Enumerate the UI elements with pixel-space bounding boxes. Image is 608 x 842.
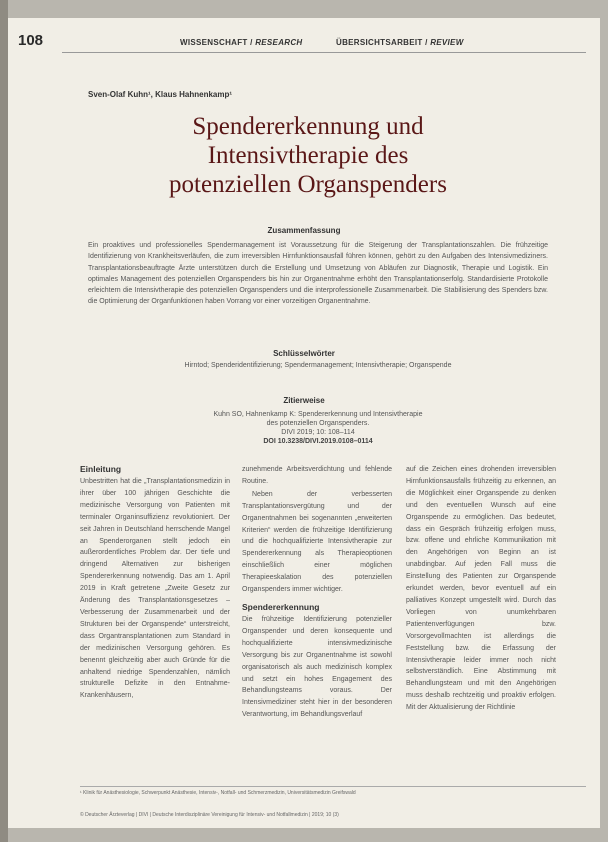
page-spine-shadow (0, 0, 8, 842)
footer-rule (80, 786, 586, 787)
col1-paragraph: Unbestritten hat die „Transplantationsmedizin in ihrer über 100 jährigen Geschichte die medizinische Versorgung von Patienten mit terminaler Organinsuffizienz revolutioniert. Der seit Jahren in Deutschland herrschende Mangel an Spenderorganen stellt jedoch ein außerordentliches Problem dar. Der tiefe und dringend Alternativen zur bisherigen Spendererkennung notwendig. Das am 1. April 2019 in Kraft getretene „Zweite Gesetz zur Änderung des Transplantationsgesetzes – Verbesserung der Zusammenarbeit und der Strukturen bei der Organspende“ unterstreicht, dass Organtransplantationen zum Standard in der medizinischen Versorgung gehören. Es benennt gleichzeitig aber auch Gründe für die anhaltend niedrige Spendenzahlen, nämlich strukturelle Defizite in den Entnahme-Krankenhäusern, (80, 478, 230, 700)
title-line-3: potenziellen Organspenders (169, 171, 447, 198)
citation-line-1: Kuhn SO, Hahnenkamp K: Spendererkennung und Intensivtherapie (213, 411, 423, 418)
keywords-text: Hirntod; Spenderidentifizierung; Spendermanagement; Intensivtherapie; Organspende (184, 362, 452, 369)
section-left-sub: RESEARCH (255, 38, 303, 47)
citation-line-3: DIVI 2019; 10: 108–114 (281, 429, 355, 436)
keywords-heading: Schlüsselwörter (273, 349, 335, 358)
article-title (88, 112, 528, 199)
col2-paragraph-a: zunehmende Arbeitsverdichtung und fehlende Routine. (242, 466, 392, 485)
page-number: 108 (18, 32, 44, 49)
section-separator-right: / (425, 38, 428, 47)
col3-paragraph: auf die Zeichen eines drohenden irreversiblen Hirnfunktionsausfalls frühzeitig zu erkennen, an die Möglichkeit einer Organspende zu denken und den eventuellen Wunsch auf eine Organspende zu ermöglichen. Das bedeutet, dass ein Gespräch frühzeitig erfolgen muss, bzw. offene und ehrliche Kommunikation mit den Angehörigen von Beginn an ist unabdingbar. Auf jeden Fall muss die Einstellung des Patienten zur Organspende erkundet werden, bevor eventuell auf ein palliatives Konzept umgestellt wird. Durch das Vorliegen von unumkehrbaren Patientenverfügungen bzw. Vorsorgevollmachten ist allerdings die Feststellung bzw. die Erfassung der Intensivtherapie leider immer noch nicht selbstverständlich. Eine Abstimmung mit Behandlungsteam und mit den Angehörigen muss deshalb rechtzeitig und proaktiv erfolgen. Mit der Aktualisierung der Richtlinie (406, 466, 556, 712)
section-label-left (180, 38, 303, 47)
column-1 (80, 464, 230, 703)
column-2 (242, 464, 392, 722)
section-left: WISSENSCHAFT (180, 38, 248, 47)
heading-einleitung: Einleitung (80, 464, 122, 474)
header-rule (62, 52, 586, 53)
column-3 (406, 464, 556, 715)
citation-block (88, 410, 548, 446)
title-line-1: Spendererkennung und (192, 113, 424, 140)
citation-line-2: des potenziellen Organspenders. (266, 420, 370, 427)
abstract-text: Ein proaktives und professionelles Spendermanagement ist Voraussetzung für die Steigerung der Transplantationszahlen. Die frühzeitige Identifizierung von Krankheitsverläufen, die zum irreversiblen Hirnfunktionsausfall führen können, gehört zu den Aufgaben des Intensivmediziners. Transplantationsbeauftragte Ärzte unterstützen durch die Erstellung und Umsetzung von Abläufen zur Diagnostik, Therapie und Logistik. Ein optimales Management des potenziellen Organspenders bis hin zur Organentnahme erhöht den Transplantationserfolg. Standardisierte Protokolle erleichtern die Intensivtherapie des potenziellen Organspenders und die interprofessionelle Zusammenarbeit. Die Stabilisierung des Spenders bzw. die Optimierung der Organfunktionen haben Vorrang vor einer vorzeitigen Organentnahme. (88, 242, 548, 306)
citation-heading: Zitierweise (283, 396, 325, 405)
paper-page (8, 18, 600, 828)
col2-paragraph-b: Neben der verbesserten Transplantationsvergütung und der Organentnahmen bei sogenannten „erweiterten Kriterien“ werden die frühzeitige Identifizierung und die hochqualifizierte Intensivtherapie zur Spendererkennung als Therapieoptionen einschließlich einer möglichen Therapieeskalation des potenziellen Organspenders immer wichtiger. (242, 490, 392, 594)
section-right: ÜBERSICHTSARBEIT (336, 38, 423, 47)
section-right-sub: REVIEW (430, 38, 464, 47)
col2-paragraph-c: Die frühzeitige Identifizierung potenzieller Organspender und deren konsequente und hochqualifizierte intensivmedizinische Versorgung bis zur Organentnahme ist sowohl organisatorisch als auch medizinisch komplex und setzt ein hohes Engagement des Behandlungsteams voraus. Der Intensivmediziner steht hier in der besonderen Verantwortung, im Behandlungsverlauf (242, 615, 392, 719)
footer-copyright: © Deutscher Ärzteverlag | DIVI | Deutsche Interdisziplinäre Vereinigung für Intensiv- und Notfallmedizin | 2019; 10 (3) (80, 812, 339, 818)
authors: Sven-Olaf Kuhn¹, Klaus Hahnenkamp¹ (88, 90, 233, 99)
citation-doi: DOI 10.3238/DIVI.2019.0108–0114 (263, 438, 373, 445)
heading-spendererkennung: Spendererkennung (242, 601, 320, 612)
section-label-right (336, 38, 464, 47)
section-separator-left: / (250, 38, 253, 47)
title-line-2: Intensivtherapie des (207, 142, 409, 169)
footer-affiliation: ¹ Klinik für Anästhesiologie, Schwerpunkt Anästhesie, Intensiv-, Notfall- und Schmerzmedizin, Universitätsmedizin Greifswald (80, 790, 356, 796)
abstract-heading: Zusammenfassung (267, 226, 341, 235)
